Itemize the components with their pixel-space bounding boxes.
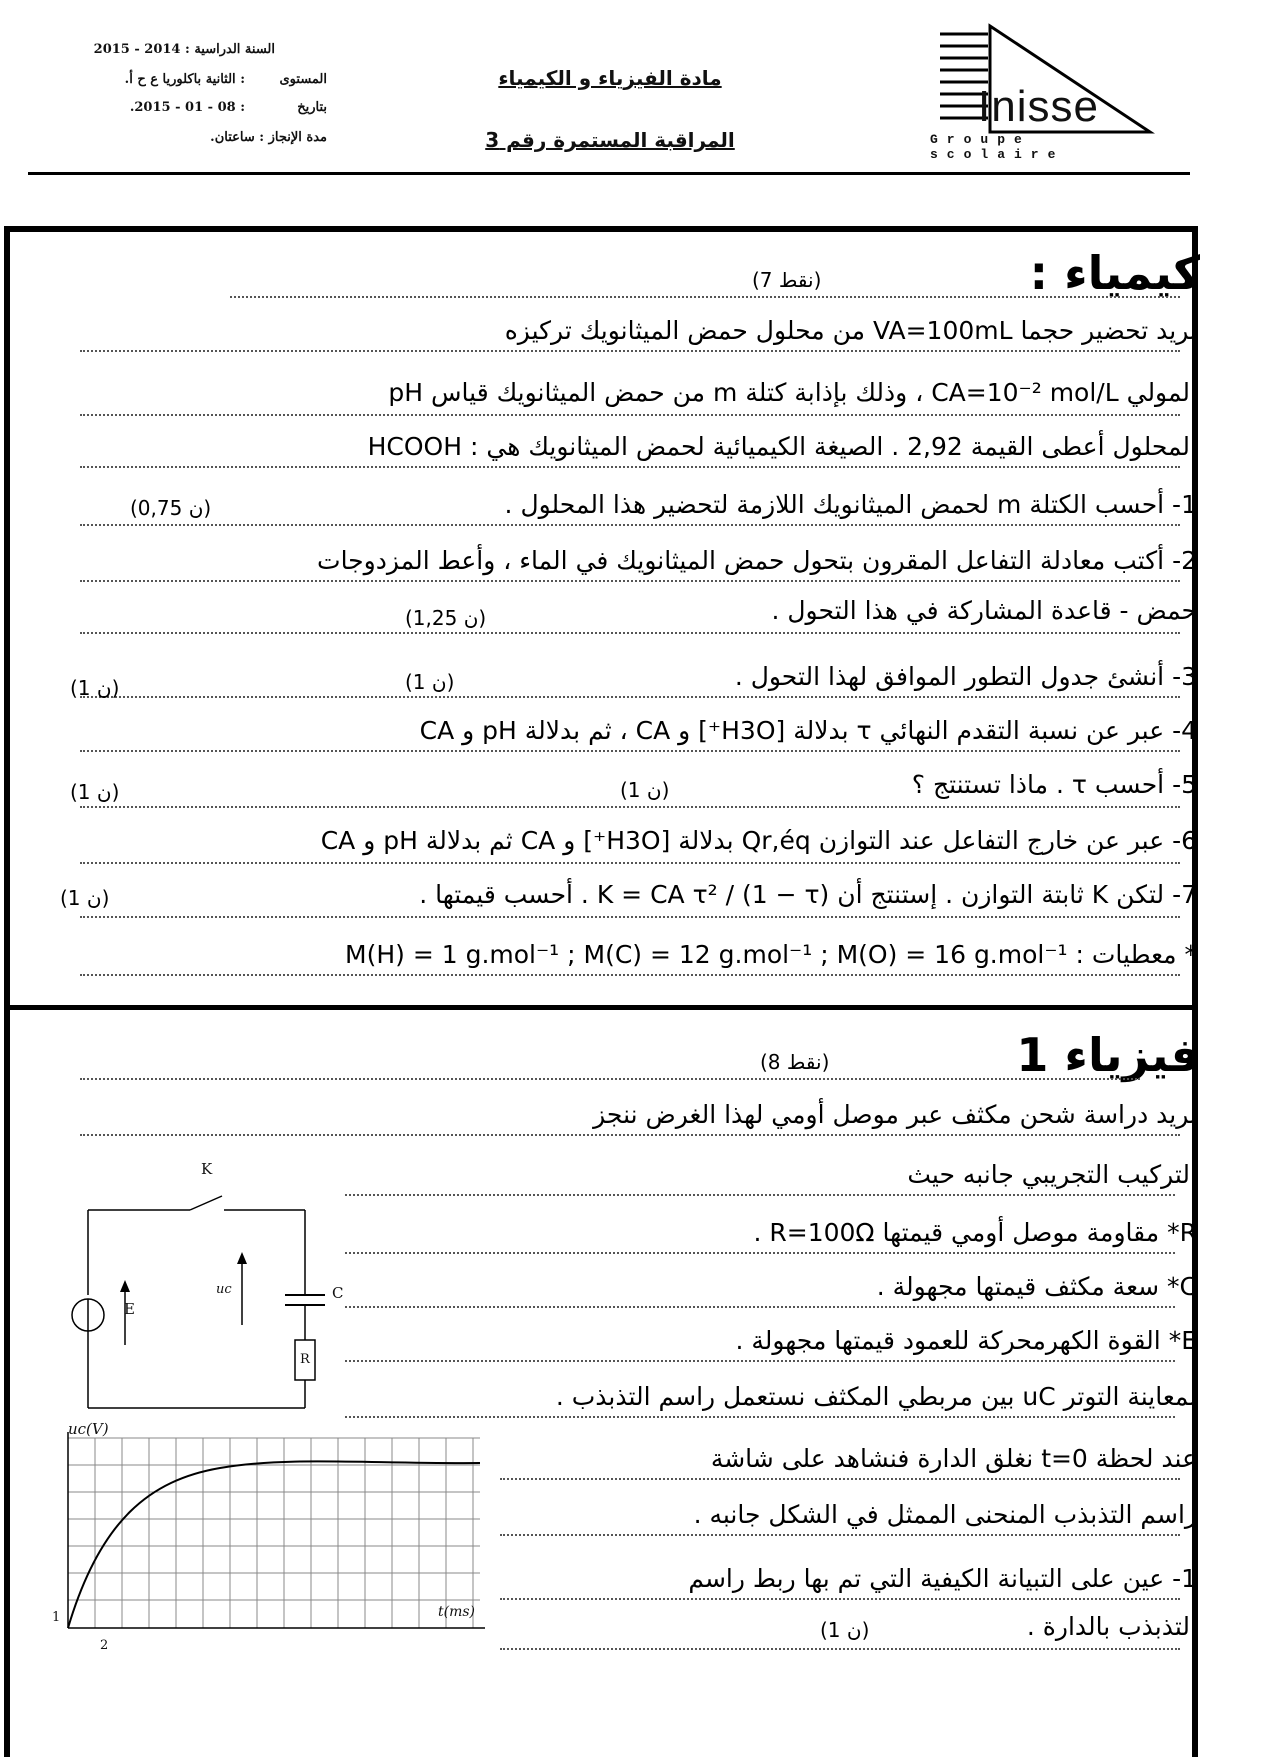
chem-given-data: * معطيات : M(H) = 1 g.mol⁻¹ ; M(C) = 12 g.mol⁻¹ ; M(O) = 16 g.mol⁻¹ xyxy=(345,940,1197,969)
chem-line-3: المحلول أعطى القيمة 2,92 . الصيغة الكيميائية لحمض الميثانويك هي : HCOOH xyxy=(367,432,1197,461)
chem-q3: 3- أنشئ جدول التطور الموافق لهذا التحول . xyxy=(734,662,1197,691)
phys-q1-cont: التذبذب بالدارة . xyxy=(1026,1612,1197,1641)
chem-q1-points: (0,75 ن) xyxy=(130,496,212,520)
school-logo xyxy=(930,20,1170,162)
chem-q5-points: (1 ن) xyxy=(620,778,670,802)
chem-q7: 7- لتكن K ثابتة التوازن . إستنتج أن K = CA τ² / (1 − τ) . أحسب قيمتها . xyxy=(419,880,1197,909)
uc-graph xyxy=(40,1420,520,1660)
graph-x-tick: 2 xyxy=(100,1638,109,1653)
chem-q7-points: (1 ن) xyxy=(60,886,110,910)
phys-line-1: نريد دراسة شحن مكثف عبر موصل أومي لهذا الغرض ننجز xyxy=(593,1100,1197,1129)
physics-title: فيزياء 1 xyxy=(1016,1028,1200,1082)
chem-q4: 4- عبر عن نسبة التقدم النهائي τ بدلالة [H3O⁺] و CA ، ثم بدلالة pH و CA xyxy=(419,716,1197,745)
chem-q5: 5- أحسب τ . ماذا تستنتج ؟ xyxy=(911,770,1197,799)
capacitor-label: C xyxy=(332,1284,344,1302)
phys-line-3: R* مقاومة موصل أومي قيمتها R=100Ω . xyxy=(753,1218,1197,1247)
logo-subtitle: Groupe scolaire xyxy=(930,132,1065,162)
level-label: المستوى xyxy=(279,72,327,87)
phys-q1-points: (1 ن) xyxy=(820,1618,870,1642)
subject-title: مادة الفيزياء و الكيمياء xyxy=(498,66,722,90)
graph-y-tick: 1 xyxy=(52,1610,61,1625)
level-value: : الثانية باكلوريا ع ح أ. xyxy=(124,72,245,87)
circuit-diagram xyxy=(70,1160,370,1420)
header-rule xyxy=(28,172,1190,175)
graph-x-label: t(ms) xyxy=(438,1604,476,1620)
date-value: : 08 - 01 - 2015. xyxy=(129,100,245,115)
graph-y-label: uc(V) xyxy=(68,1420,109,1438)
chemistry-points: (7 نقط) xyxy=(752,268,822,292)
school-year: السنة الدراسية : 2014 - 2015 xyxy=(93,42,275,57)
chem-q6: 6- عبر عن خارج التفاعل عند التوازن Qr,éq بدلالة [H3O⁺] و CA ثم بدلالة pH و CA xyxy=(320,826,1197,855)
exam-title: المراقبة المستمرة رقم 3 xyxy=(485,128,735,152)
phys-line-8: راسم التذبذب المنحنى الممثل في الشكل جانبه . xyxy=(693,1500,1197,1529)
chem-q3-points: (1 ن) xyxy=(405,670,455,694)
emf-label: E xyxy=(124,1300,135,1318)
duration: مدة الإنجاز : ساعتان. xyxy=(210,130,327,145)
section-divider xyxy=(4,1005,1198,1010)
phys-line-7: عند لحظة t=0 نغلق الدارة فنشاهد على شاشة xyxy=(710,1444,1197,1473)
chem-line-2: المولي CA=10⁻² mol/L ، وذلك بإذابة كتلة m من حمض الميثانويك قياس pH xyxy=(388,378,1197,407)
resistor-label: R xyxy=(300,1352,310,1367)
uc-label: uc xyxy=(216,1282,232,1297)
date-label: بتاريخ xyxy=(297,100,327,115)
chem-line-1: نريد تحضير حجما VA=100mL من محلول حمض الميثانويك تركيزه xyxy=(504,316,1197,345)
phys-line-6: لمعاينة التوتر uC بين مربطي المكثف نستعمل راسم التذبذب . xyxy=(555,1382,1197,1411)
uc-graph-svg xyxy=(40,1420,520,1660)
phys-q1: 1- عين على التبيانة الكيفية التي تم بها ربط راسم xyxy=(688,1564,1197,1593)
chemistry-title: كيمياء : xyxy=(1029,246,1200,300)
chem-q2: 2- أكتب معادلة التفاعل المقرون بتحول حمض الميثانويك في الماء ، وأعط المزدوجات xyxy=(317,546,1197,575)
phys-line-4: C* سعة مكثف قيمتها مجهولة . xyxy=(876,1272,1197,1301)
switch-label: K xyxy=(201,1160,213,1178)
chem-q5-points-margin: (1 ن) xyxy=(70,780,120,804)
chem-q2-cont: حمض - قاعدة المشاركة في هذا التحول . xyxy=(771,596,1197,625)
phys-line-2: التركيب التجريبي جانبه حيث xyxy=(907,1160,1197,1189)
chem-q4-points: (1 ن) xyxy=(70,676,120,700)
physics-points: (8 نقط) xyxy=(760,1050,830,1074)
uc-curve xyxy=(68,1461,480,1628)
phys-line-5: E* القوة الكهرمحركة للعمود قيمتها مجهولة . xyxy=(735,1326,1197,1355)
chem-q1: 1- أحسب الكتلة m لحمض الميثانويك اللازمة لتحضير هذا المحلول . xyxy=(504,490,1197,519)
chem-q2-points: (1,25 ن) xyxy=(405,606,487,630)
logo-name: Inisse xyxy=(978,82,1099,131)
